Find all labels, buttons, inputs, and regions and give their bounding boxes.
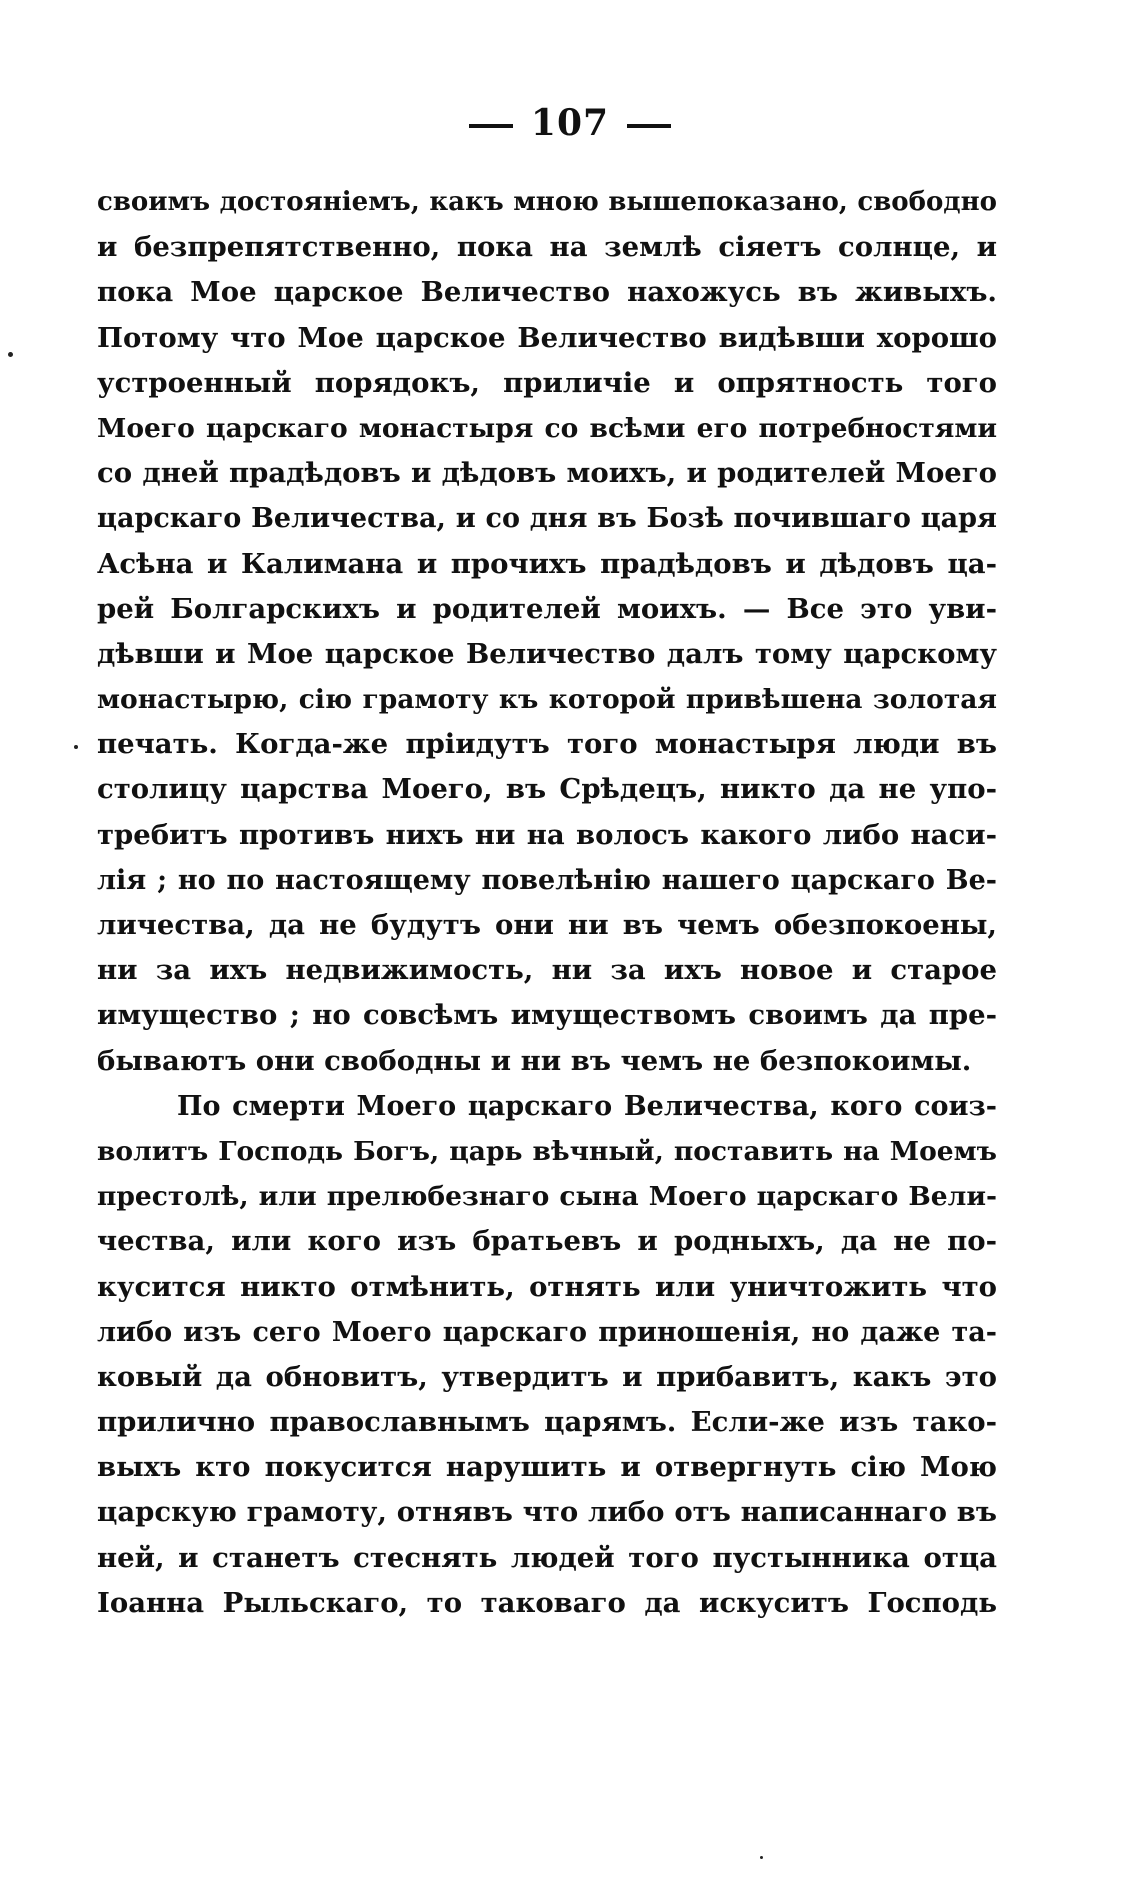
paragraph-start-line: По смерти Моего царскаго Величества, кого соиз- — [177, 1090, 997, 1122]
paragraph-end-line: бываютъ они свободны и ни въ чемъ не безпокоимы. — [97, 1044, 972, 1077]
body-text — [97, 180, 997, 1626]
text-line: со дней прадѣдовъ и дѣдовъ моихъ, и родителей Моего — [97, 457, 997, 490]
text-line: своимъ достояніемъ, какъ мною вышепоказано, свободно — [97, 187, 997, 217]
text-line: и безпрепятственно, пока на землѣ сіяетъ солнце, и — [97, 231, 997, 264]
text-line: ней, и станетъ стеснять людей того пустынника отца — [97, 1541, 997, 1574]
text-line: выхъ кто покусится нарушить и отвергнуть сію Мою — [97, 1451, 997, 1484]
text-line: волитъ Господь Богъ, царь вѣчный, поставить на Моемъ — [97, 1135, 997, 1167]
text-line: пока Мое царское Величество нахожусь въ живыхъ. — [97, 276, 997, 309]
page-header — [0, 102, 1140, 144]
header-dash-right — [627, 124, 671, 128]
text-line: прилично православнымъ царямъ. Если-же изъ тако- — [97, 1406, 997, 1439]
text-line: чества, или кого изъ братьевъ и родныхъ, да не по- — [97, 1225, 997, 1258]
text-line: имущество ; но совсѣмъ имуществомъ своимъ да пре- — [97, 999, 997, 1032]
text-line: Іоанна Рыльскаго, то таковаго да искуситъ Господь — [97, 1586, 997, 1619]
text-line: устроенный порядокъ, приличіе и опрятность того — [97, 366, 997, 399]
text-line: дѣвши и Мое царское Величество далъ тому царскому — [97, 637, 997, 670]
ink-speck — [74, 745, 78, 749]
ink-speck — [8, 352, 13, 357]
text-line: царскаго Величества, и со дня въ Бозѣ почившаго царя — [97, 503, 997, 535]
text-line: лія ; но по настоящему повелѣнію нашего царскаго Ве- — [97, 864, 997, 896]
text-line: Асѣна и Калимана и прочихъ прадѣдовъ и дѣдовъ ца- — [97, 547, 997, 580]
text-line: либо изъ сего Моего царскаго приношенія, но даже та- — [97, 1316, 997, 1348]
text-line: Потому что Мое царское Величество видѣвши хорошо — [97, 321, 997, 354]
text-line: монастырю, сію грамоту къ которой привѣшена золотая — [97, 684, 997, 716]
text-line: царскую грамоту, отнявъ что либо отъ написаннаго въ — [97, 1496, 997, 1529]
text-line: ковый да обновитъ, утвердитъ и прибавитъ, какъ это — [97, 1360, 997, 1393]
text-line: Моего царскаго монастыря со всѣми его потребностями — [97, 412, 997, 444]
text-line: ни за ихъ недвижимость, ни за ихъ новое и старое — [97, 954, 997, 987]
header-dash-left — [469, 124, 513, 128]
text-line: рей Болгарскихъ и родителей моихъ. — Все это уви- — [97, 592, 997, 625]
text-line: печать. Когда-же пріидутъ того монастыря люди въ — [97, 728, 997, 761]
text-line: требитъ противъ нихъ ни на волосъ какого либо наси- — [97, 818, 997, 851]
page-number: 107 — [530, 102, 610, 144]
text-line: престолѣ, или прелюбезнаго сына Моего царскаго Вели- — [97, 1181, 997, 1213]
text-line: личества, да не будутъ они ни въ чемъ обезпокоены, — [97, 909, 997, 941]
text-line: столицу царства Моего, въ Срѣдецъ, никто да не упо- — [97, 773, 997, 806]
text-line: кусится никто отмѣнить, отнять или уничтожить что — [97, 1270, 997, 1303]
ink-speck — [760, 1856, 763, 1859]
